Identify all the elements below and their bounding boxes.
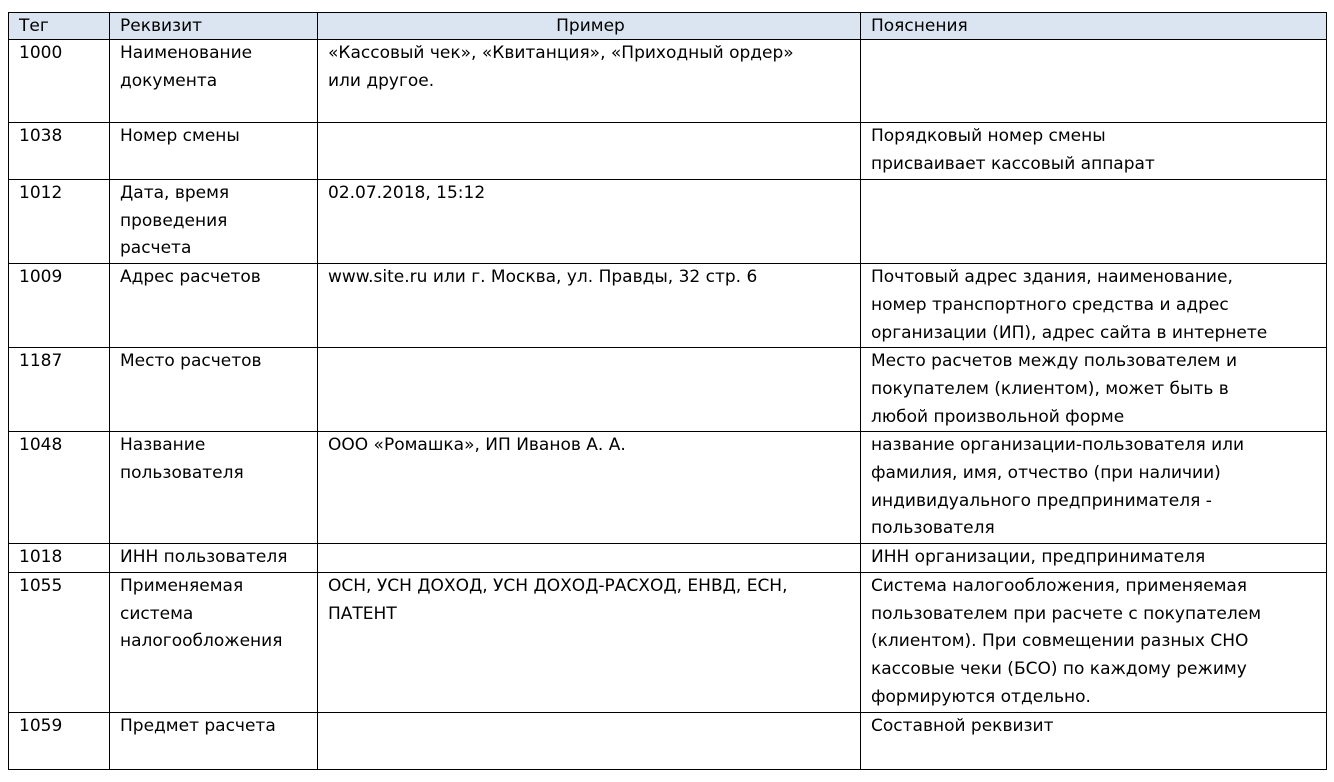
cell-explanation: Система налогообложения, применяемая пользователем при расчете с покупателем (клиентом). При совмещении разных СНО кассовые чеки (БСО) по каждому режиму формируются отдельно. bbox=[861, 573, 1327, 713]
cell-example: www.site.ru или г. Москва, ул. Правды, 32 стр. 6 bbox=[318, 264, 861, 348]
cell-explanation bbox=[861, 180, 1327, 264]
cell-requisite: ИНН пользователя bbox=[110, 544, 318, 573]
header-example: Пример bbox=[318, 13, 861, 40]
cell-explanation bbox=[861, 40, 1327, 123]
cell-requisite: Дата, время проведения расчета bbox=[110, 180, 318, 264]
table-row bbox=[9, 432, 1327, 544]
cell-explanation: Составной реквизит bbox=[861, 712, 1327, 769]
table-row bbox=[9, 123, 1327, 180]
table-row bbox=[9, 544, 1327, 573]
cell-requisite: Предмет расчета bbox=[110, 712, 318, 769]
cell-example bbox=[318, 544, 861, 573]
table-row bbox=[9, 40, 1327, 123]
cell-explanation: Место расчетов между пользователем и покупателем (клиентом), может быть в любой произвольной форме bbox=[861, 348, 1327, 432]
cell-example: ОСН, УСН ДОХОД, УСН ДОХОД-РАСХОД, ЕНВД, ЕСН, ПАТЕНТ bbox=[318, 573, 861, 713]
cell-requisite: Адрес расчетов bbox=[110, 264, 318, 348]
cell-tag: 1012 bbox=[9, 180, 110, 264]
cell-example: ООО «Ромашка», ИП Иванов А. А. bbox=[318, 432, 861, 544]
cell-tag: 1018 bbox=[9, 544, 110, 573]
cell-explanation: ИНН организации, предпринимателя bbox=[861, 544, 1327, 573]
cell-tag: 1038 bbox=[9, 123, 110, 180]
cell-example bbox=[318, 712, 861, 769]
cell-example bbox=[318, 123, 861, 180]
table-row bbox=[9, 264, 1327, 348]
cell-tag: 1059 bbox=[9, 712, 110, 769]
table-row bbox=[9, 348, 1327, 432]
cell-example bbox=[318, 348, 861, 432]
header-explanation: Пояснения bbox=[861, 13, 1327, 40]
cell-example: «Кассовый чек», «Квитанция», «Приходный ордер» или другое. bbox=[318, 40, 861, 123]
cell-requisite: Применяемая система налогообложения bbox=[110, 573, 318, 713]
cell-requisite: Наименование документа bbox=[110, 40, 318, 123]
cell-explanation: Порядковый номер смены присваивает кассовый аппарат bbox=[861, 123, 1327, 180]
cell-tag: 1048 bbox=[9, 432, 110, 544]
cell-tag: 1000 bbox=[9, 40, 110, 123]
cell-explanation: Почтовый адрес здания, наименование, номер транспортного средства и адрес организации (ИП), адрес сайта в интернете bbox=[861, 264, 1327, 348]
cell-tag: 1055 bbox=[9, 573, 110, 713]
cell-requisite: Номер смены bbox=[110, 123, 318, 180]
table-header bbox=[9, 13, 1327, 40]
table-row bbox=[9, 573, 1327, 713]
table-body bbox=[9, 40, 1327, 770]
cell-requisite: Место расчетов bbox=[110, 348, 318, 432]
table-row bbox=[9, 712, 1327, 769]
cell-explanation: название организации-пользователя или фамилия, имя, отчество (при наличии) индивидуального предпринимателя - пользователя bbox=[861, 432, 1327, 544]
header-tag: Тег bbox=[9, 13, 110, 40]
receipt-requisites-table bbox=[8, 12, 1327, 770]
cell-requisite: Название пользователя bbox=[110, 432, 318, 544]
table-row bbox=[9, 180, 1327, 264]
header-row bbox=[9, 13, 1327, 40]
cell-example: 02.07.2018, 15:12 bbox=[318, 180, 861, 264]
cell-tag: 1009 bbox=[9, 264, 110, 348]
cell-tag: 1187 bbox=[9, 348, 110, 432]
header-requisite: Реквизит bbox=[110, 13, 318, 40]
